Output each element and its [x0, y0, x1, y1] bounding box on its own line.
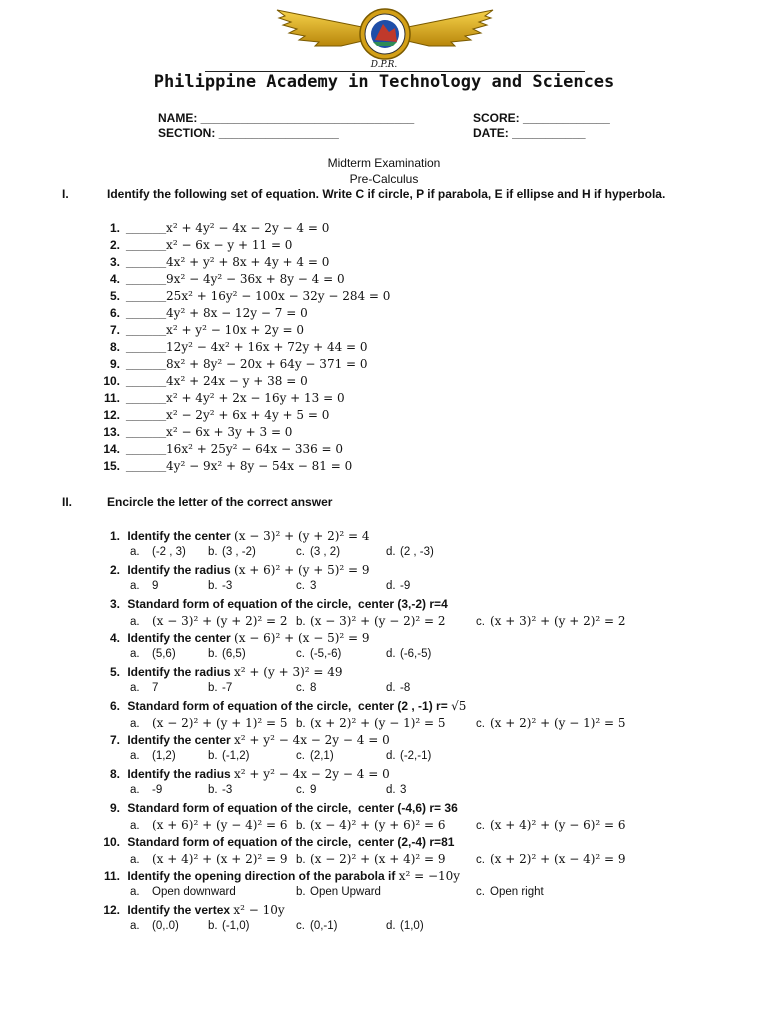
- question-text: Identify the center: [127, 733, 235, 747]
- answer-choice[interactable]: [296, 784, 316, 796]
- date-label: DATE:: [473, 126, 509, 140]
- choice-letter: a.: [130, 616, 140, 628]
- question-text: Standard form of equation of the circle, center (3,-2) r=4: [127, 597, 448, 611]
- choice-letter: a.: [130, 546, 140, 558]
- answer-blank: ______: [126, 221, 167, 235]
- question-item: [96, 903, 736, 920]
- choice-math: (x + 2)² + (y − 1)² = 5: [490, 716, 626, 730]
- equation: 25x² + 16y² − 100x − 32y − 284 = 0: [166, 289, 391, 303]
- question-number: 10.: [103, 835, 120, 849]
- question-text: Identify the vertex: [127, 903, 234, 917]
- answer-choice[interactable]: [130, 546, 186, 558]
- part1-item: [96, 306, 696, 323]
- choice-text: (-1,0): [222, 920, 250, 932]
- answer-choice[interactable]: [208, 920, 249, 932]
- equation: 4x² + 24x − y + 38 = 0: [166, 374, 308, 388]
- answer-choice[interactable]: [130, 614, 288, 628]
- part1-numeral: I.: [62, 187, 69, 201]
- choice-letter: c.: [296, 750, 305, 762]
- choice-text: Open downward: [152, 886, 236, 898]
- section-label: SECTION:: [158, 126, 216, 140]
- equation: 12y² − 4x² + 16x + 72y + 44 = 0: [166, 340, 368, 354]
- choice-text: 3: [400, 784, 407, 796]
- item-number: 6.: [109, 306, 120, 320]
- choice-math: (x + 4)² + (y − 6)² = 6: [490, 818, 626, 832]
- answer-choice[interactable]: [130, 886, 236, 898]
- choice-letter: a.: [130, 784, 140, 796]
- question-number: 5.: [109, 665, 120, 679]
- question-text: Standard form of equation of the circle, center (2 , -1) r=: [127, 699, 452, 713]
- answer-choice[interactable]: [476, 852, 626, 866]
- part1-instruction: Identify the following set of equation. Write C if circle, P if parabola, E if ellipse and H if hyperbola.: [107, 187, 666, 201]
- answer-choice[interactable]: [208, 750, 249, 762]
- choice-letter: b.: [296, 718, 306, 730]
- choice-text: (0,.0): [152, 920, 179, 932]
- choice-letter: b.: [208, 546, 218, 558]
- question-item: [96, 665, 736, 682]
- question-item: [96, 529, 736, 546]
- answer-choice[interactable]: [130, 716, 288, 730]
- answer-blank: ______: [126, 289, 167, 303]
- answer-blank: ______: [126, 272, 167, 286]
- answer-blank: ______: [126, 255, 167, 269]
- score-label: SCORE:: [473, 111, 520, 125]
- school-name: Philippine Academy in Technology and Sciences: [153, 72, 615, 92]
- choice-text: (3 , 2): [310, 546, 341, 558]
- choice-letter: d.: [386, 648, 396, 660]
- choices-row: [96, 852, 736, 869]
- choices-row: [96, 546, 736, 563]
- section-blank: __________________: [218, 126, 339, 140]
- answer-choice[interactable]: [476, 818, 626, 832]
- item-number: 2.: [109, 238, 120, 252]
- choice-letter: a.: [130, 580, 140, 592]
- answer-choice[interactable]: [476, 716, 626, 730]
- answer-choice[interactable]: [208, 784, 232, 796]
- answer-blank: ______: [126, 374, 167, 388]
- answer-blank: ______: [126, 357, 167, 371]
- answer-choice[interactable]: [296, 750, 334, 762]
- choices-row: [96, 580, 736, 597]
- score-field: [473, 111, 610, 125]
- answer-choice[interactable]: [386, 682, 410, 694]
- choice-letter: c.: [296, 920, 305, 932]
- question-number: 12.: [103, 903, 120, 917]
- choice-text: (2 , -3): [400, 546, 434, 558]
- choice-math: (x + 4)² + (x + 2)² = 9: [152, 852, 288, 866]
- answer-choice[interactable]: [296, 852, 446, 866]
- answer-choice[interactable]: [208, 580, 232, 592]
- winged-emblem-icon: [275, 6, 495, 62]
- item-number: 3.: [109, 255, 120, 269]
- choices-row: [96, 818, 736, 835]
- item-number: 8.: [109, 340, 120, 354]
- answer-blank: ______: [126, 391, 167, 405]
- choice-letter: c.: [476, 854, 485, 866]
- answer-blank: ______: [126, 238, 167, 252]
- choice-letter: a.: [130, 820, 140, 832]
- choice-text: 3: [310, 580, 317, 592]
- part1-item: [96, 238, 696, 255]
- choice-letter: a.: [130, 920, 140, 932]
- answer-choice[interactable]: [296, 920, 337, 932]
- answer-choice[interactable]: [130, 784, 162, 796]
- answer-choice[interactable]: [296, 886, 381, 898]
- answer-choice[interactable]: [476, 886, 544, 898]
- part1-item: [96, 323, 696, 340]
- choice-text: (2,1): [310, 750, 334, 762]
- equation: x² + 4y² + 2x − 16y + 13 = 0: [166, 391, 345, 405]
- answer-choice[interactable]: [476, 614, 626, 628]
- choice-text: -8: [400, 682, 411, 694]
- question-number: 7.: [109, 733, 120, 747]
- equation: x² − 2y² + 6x + 4y + 5 = 0: [166, 408, 330, 422]
- answer-choice[interactable]: [386, 580, 410, 592]
- question-number: 6.: [109, 699, 120, 713]
- question-item: [96, 801, 736, 818]
- part1-item: [96, 442, 696, 459]
- question-text: Standard form of equation of the circle, center (-4,6) r= 36: [127, 801, 458, 815]
- choice-text: (0,-1): [310, 920, 338, 932]
- choice-text: (5,6): [152, 648, 176, 660]
- choice-text: (1,2): [152, 750, 176, 762]
- date-field: [473, 126, 586, 140]
- answer-choice[interactable]: [296, 682, 316, 694]
- equation: x² − 6x − y + 11 = 0: [166, 238, 293, 252]
- question-number: 3.: [109, 597, 120, 611]
- answer-choice[interactable]: [296, 648, 341, 660]
- choice-text: (-2 , 3): [152, 546, 186, 558]
- equation: 8x² + 8y² − 20x + 64y − 371 = 0: [166, 357, 368, 371]
- answer-choice[interactable]: [208, 546, 256, 558]
- exam-subject: Pre-Calculus: [349, 172, 419, 186]
- choice-math: (x − 3)² + (y + 2)² = 2: [152, 614, 288, 628]
- choice-text: 9: [152, 580, 159, 592]
- answer-blank: ______: [126, 425, 167, 439]
- choice-math: (x + 2)² + (x − 4)² = 9: [490, 852, 626, 866]
- choice-text: (3 , -2): [222, 546, 256, 558]
- question-math: x² + (y + 3)² = 49: [234, 665, 343, 679]
- part1-item: [96, 340, 696, 357]
- question-number: 2.: [109, 563, 120, 577]
- answer-choice[interactable]: [296, 716, 446, 730]
- choice-letter: c.: [476, 820, 485, 832]
- choice-letter: b.: [208, 682, 218, 694]
- question-text: Standard form of equation of the circle, center (2,-4) r=81: [127, 835, 455, 849]
- item-number: 13.: [103, 425, 120, 439]
- question-math: x² = −10y: [398, 869, 461, 883]
- part1-item: [96, 459, 696, 476]
- answer-choice[interactable]: [130, 852, 288, 866]
- choice-letter: b.: [208, 580, 218, 592]
- answer-choice[interactable]: [208, 648, 246, 660]
- choices-row: [96, 886, 736, 903]
- choice-text: 9: [310, 784, 317, 796]
- choices-row: [96, 682, 736, 699]
- equation: x² + 4y² − 4x − 2y − 4 = 0: [166, 221, 330, 235]
- equation: 9x² − 4y² − 36x + 8y − 4 = 0: [166, 272, 345, 286]
- part2-list: [96, 529, 736, 937]
- choice-letter: a.: [130, 750, 140, 762]
- answer-choice[interactable]: [296, 580, 316, 592]
- choice-math: (x − 2)² + (y + 1)² = 5: [152, 716, 288, 730]
- choice-text: (-2,-1): [400, 750, 432, 762]
- choice-letter: b.: [296, 854, 306, 866]
- date-blank: ___________: [512, 126, 586, 140]
- answer-choice[interactable]: [386, 920, 424, 932]
- question-text: Identify the center: [127, 631, 235, 645]
- choice-letter: d.: [386, 784, 396, 796]
- choices-row: [96, 750, 736, 767]
- part1-item: [96, 289, 696, 306]
- answer-choice[interactable]: [386, 648, 431, 660]
- answer-blank: ______: [126, 442, 167, 456]
- question-item: [96, 631, 736, 648]
- item-number: 9.: [109, 357, 120, 371]
- choice-math: (x − 4)² + (y + 6)² = 6: [310, 818, 446, 832]
- choice-letter: c.: [476, 718, 485, 730]
- part1-item: [96, 391, 696, 408]
- question-text: Identify the radius: [127, 665, 235, 679]
- choice-math: (x + 2)² + (y − 1)² = 5: [310, 716, 446, 730]
- part1-item: [96, 408, 696, 425]
- question-math: (x − 6)² + (x − 5)² = 9: [234, 631, 370, 645]
- item-number: 4.: [109, 272, 120, 286]
- item-number: 12.: [103, 408, 120, 422]
- question-math: (x + 6)² + (y + 5)² = 9: [234, 563, 370, 577]
- choice-letter: b.: [296, 886, 306, 898]
- question-number: 4.: [109, 631, 120, 645]
- name-label: NAME:: [158, 111, 198, 125]
- choices-row: [96, 784, 736, 801]
- choice-letter: a.: [130, 682, 140, 694]
- choice-text: 7: [152, 682, 159, 694]
- answer-choice[interactable]: [130, 648, 176, 660]
- question-text: Identify the radius: [127, 767, 235, 781]
- question-math: (x − 3)² + (y + 2)² = 4: [234, 529, 370, 543]
- answer-choice[interactable]: [130, 580, 158, 592]
- question-text: Identify the opening direction of the parabola if: [127, 869, 399, 883]
- answer-choice[interactable]: [386, 750, 431, 762]
- choice-text: Open right: [490, 886, 544, 898]
- choice-letter: b.: [296, 616, 306, 628]
- choice-text: (-6,-5): [400, 648, 432, 660]
- school-logo: [275, 6, 495, 62]
- choice-text: -9: [152, 784, 163, 796]
- part1-item: [96, 255, 696, 272]
- choice-text: -9: [400, 580, 411, 592]
- choice-letter: b.: [208, 784, 218, 796]
- section-field: [158, 126, 339, 140]
- part1-item: [96, 374, 696, 391]
- question-number: 1.: [109, 529, 120, 543]
- question-item: [96, 699, 736, 716]
- question-math: x² + y² − 4x − 2y − 4 = 0: [234, 767, 390, 781]
- choice-letter: d.: [386, 750, 396, 762]
- item-number: 10.: [103, 374, 120, 388]
- name-field: [158, 111, 414, 125]
- choice-letter: d.: [386, 546, 396, 558]
- part1-item: [96, 357, 696, 374]
- question-number: 11.: [103, 869, 120, 883]
- choices-row: [96, 920, 736, 937]
- logo-caption: D.P.R.: [370, 60, 398, 70]
- answer-choice[interactable]: [296, 546, 340, 558]
- answer-choice[interactable]: [130, 750, 176, 762]
- question-math: x² + y² − 4x − 2y − 4 = 0: [234, 733, 390, 747]
- answer-blank: ______: [126, 306, 167, 320]
- choice-text: 8: [310, 682, 317, 694]
- answer-choice[interactable]: [386, 546, 434, 558]
- question-number: 8.: [109, 767, 120, 781]
- choice-letter: d.: [386, 920, 396, 932]
- part2-numeral: II.: [62, 495, 73, 509]
- choice-letter: a.: [130, 886, 140, 898]
- answer-choice[interactable]: [130, 818, 288, 832]
- choice-text: (-1,2): [222, 750, 250, 762]
- answer-blank: ______: [126, 340, 167, 354]
- question-math: x² − 10y: [233, 903, 285, 917]
- choice-text: Open Upward: [310, 886, 381, 898]
- item-number: 11.: [103, 391, 120, 405]
- choice-letter: b.: [208, 750, 218, 762]
- choice-letter: d.: [386, 682, 396, 694]
- choice-letter: c.: [296, 546, 305, 558]
- choice-letter: d.: [386, 580, 396, 592]
- choice-letter: b.: [208, 648, 218, 660]
- question-item: [96, 733, 736, 750]
- choices-row: [96, 716, 736, 733]
- choice-text: (1,0): [400, 920, 424, 932]
- equation: 4x² + y² + 8x + 4y + 4 = 0: [166, 255, 330, 269]
- choice-text: (6,5): [222, 648, 246, 660]
- choice-math: (x + 3)² + (y + 2)² = 2: [490, 614, 626, 628]
- question-text: Identify the center: [127, 529, 235, 543]
- answer-choice[interactable]: [296, 614, 446, 628]
- item-number: 1.: [109, 221, 120, 235]
- question-item: [96, 563, 736, 580]
- part1-item: [96, 272, 696, 289]
- choice-letter: c.: [296, 648, 305, 660]
- question-text: Identify the radius: [127, 563, 235, 577]
- choices-row: [96, 614, 736, 631]
- answer-blank: ______: [126, 408, 167, 422]
- answer-choice[interactable]: [130, 682, 158, 694]
- question-math: √5: [451, 699, 467, 713]
- answer-choice[interactable]: [296, 818, 446, 832]
- item-number: 15.: [103, 459, 120, 473]
- answer-choice[interactable]: [208, 682, 232, 694]
- part1-item: [96, 425, 696, 442]
- choice-letter: c.: [296, 682, 305, 694]
- choice-letter: c.: [476, 886, 485, 898]
- choice-letter: c.: [296, 580, 305, 592]
- choice-letter: a.: [130, 854, 140, 866]
- choice-letter: b.: [208, 920, 218, 932]
- exam-title: Midterm Examination: [327, 156, 441, 170]
- choice-text: -7: [222, 682, 233, 694]
- choice-text: (-5,-6): [310, 648, 342, 660]
- question-item: [96, 869, 736, 886]
- answer-choice[interactable]: [130, 920, 179, 932]
- item-number: 14.: [103, 442, 120, 456]
- choice-letter: c.: [476, 616, 485, 628]
- answer-blank: ______: [126, 459, 167, 473]
- choice-letter: c.: [296, 784, 305, 796]
- choice-math: (x − 2)² + (x + 4)² = 9: [310, 852, 446, 866]
- equation: 16x² + 25y² − 64x − 336 = 0: [166, 442, 344, 456]
- item-number: 7.: [109, 323, 120, 337]
- choice-letter: a.: [130, 648, 140, 660]
- part2-instruction: Encircle the letter of the correct answer: [107, 495, 333, 509]
- equation: x² − 6x + 3y + 3 = 0: [166, 425, 293, 439]
- equation: 4y² + 8x − 12y − 7 = 0: [166, 306, 308, 320]
- part1-item: [96, 221, 696, 238]
- equation: x² + y² − 10x + 2y = 0: [166, 323, 305, 337]
- choice-text: -3: [222, 580, 233, 592]
- score-blank: _____________: [523, 111, 610, 125]
- question-item: [96, 767, 736, 784]
- question-item: [96, 835, 736, 852]
- answer-blank: ______: [126, 323, 167, 337]
- equation: 4y² − 9x² + 8y − 54x − 81 = 0: [166, 459, 353, 473]
- question-number: 9.: [109, 801, 120, 815]
- answer-choice[interactable]: [386, 784, 406, 796]
- part1-list: [96, 221, 696, 476]
- choice-math: (x − 3)² + (y − 2)² = 2: [310, 614, 446, 628]
- choice-letter: a.: [130, 718, 140, 730]
- choice-text: -3: [222, 784, 233, 796]
- item-number: 5.: [109, 289, 120, 303]
- choice-math: (x + 6)² + (y − 4)² = 6: [152, 818, 288, 832]
- choice-letter: b.: [296, 820, 306, 832]
- question-item: [96, 597, 736, 614]
- choices-row: [96, 648, 736, 665]
- name-blank: ________________________________: [200, 111, 415, 125]
